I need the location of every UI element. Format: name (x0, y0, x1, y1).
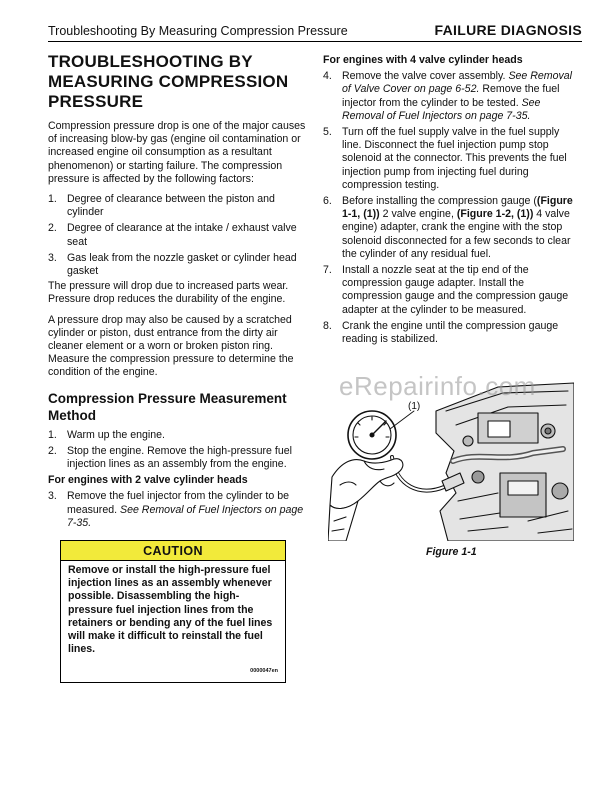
right-column (323, 54, 581, 349)
running-header (48, 22, 582, 42)
list-item: 6. Before installing the compression gauge ((Figure 1-1, (1)) 2 valve engine, (Figure 1-2, (1)) 4 valve engine) adapter, crank the engine with the stop solenoid disconnected for a few seconds to clear the cylinder of any residual fuel. (323, 195, 573, 260)
caution-text: Remove or install the high-pressure fuel injection lines as an assembly whenever possible. Disassembling the high-pressure fuel injection lines from the retainers or bending any of the fuel lines will make it difficult to reinstall the fuel lines. (68, 564, 273, 656)
engine-gauge-drawing (328, 381, 574, 541)
left-column (48, 52, 306, 683)
cross-reference: See Removal of Fuel Injectors on page 7-35. (67, 503, 304, 529)
page-title: TROUBLESHOOTING BY MEASURING COMPRESSION PRESSURE (48, 52, 289, 111)
figure-illustration (328, 381, 574, 541)
wear-paragraph: The pressure will drop due to increased parts wear. Pressure drop reduces the durability of the engine. (48, 280, 289, 306)
watermark-text: eRepairinfo.com (339, 371, 536, 401)
figure-caption: Figure 1-1 (426, 546, 477, 558)
pressure-drop-paragraph: A pressure drop may also be caused by a scratched cylinder or piston, dust entrance from the dirty air cleaner element or a worn or broken piston ring. Measure the compression pressure to determine the condition of the engine. (48, 313, 294, 379)
cross-reference: See Removal of Fuel Injectors on page 7-35. (342, 96, 541, 122)
two-valve-heading: For engines with 2 valve cylinder heads (48, 474, 248, 487)
header-chapter-title: FAILURE DIAGNOSIS (434, 22, 582, 38)
caution-text-block (61, 561, 285, 682)
factors-list (48, 193, 306, 278)
list-item: 4. Remove the valve cover assembly. See Removal of Valve Cover on page 6-52. Remove the fuel injector from the cylinder to be tested. See Removal of Fuel Injectors on page 7-35. (323, 70, 573, 122)
callout-leader (390, 411, 414, 429)
list-item: 1. Degree of clearance between the piston and cylinder (48, 193, 275, 219)
list-item: 2. Degree of clearance at the intake / exhaust valve seat (48, 222, 297, 248)
hand (330, 459, 403, 509)
two-valve-steps-list (48, 490, 306, 530)
list-item: 7. Install a nozzle seat at the tip end of the compression gauge adapter. Install the compression gauge and the compression gauge adapter at the cylinder to be measured. (323, 264, 569, 316)
method-steps-list (48, 429, 306, 472)
bolt (463, 436, 473, 446)
header-section-title: Troubleshooting By Measuring Compression Pressure (48, 24, 348, 38)
list-item: 5. Turn off the fuel supply valve in the fuel supply line. Disconnect the fuel injection pump stop solenoid at the connector. This prevents the fuel injection pump from injecting fuel during compression testing. (323, 126, 567, 191)
four-valve-steps-list (323, 70, 581, 346)
cross-reference: See Removal of Valve Cover on page 6-52. (342, 70, 573, 96)
intro-paragraph: Compression pressure drop is one of the major causes of increasing blow-by gas (engine oil contamination or increased engine oil consumption as a resultant phenomenon) or starting failure. The compression pressure is affected by the following factors: (48, 120, 306, 185)
list-item: 1. Warm up the engine. (48, 428, 165, 441)
list-item: 3. Gas leak from the nozzle gasket or cylinder head gasket (48, 251, 297, 278)
caution-label: CAUTION (61, 541, 285, 561)
list-item: 8. Crank the engine until the compression gauge reading is stabilized. (323, 319, 559, 346)
list-item: 3. Remove the fuel injector from the cylinder to be measured. See Removal of Fuel Injectors on page 7-35. (48, 490, 304, 529)
four-valve-heading: For engines with 4 valve cylinder heads (323, 54, 523, 66)
caution-box (60, 540, 286, 683)
figure-callout-label: (1) (408, 401, 421, 412)
caution-code: 0000047en (250, 667, 278, 674)
list-item: 2. Stop the engine. Remove the high-pressure fuel injection lines as an assembly from the engine. (48, 444, 292, 471)
method-heading: Compression Pressure Measurement Method (48, 390, 287, 423)
